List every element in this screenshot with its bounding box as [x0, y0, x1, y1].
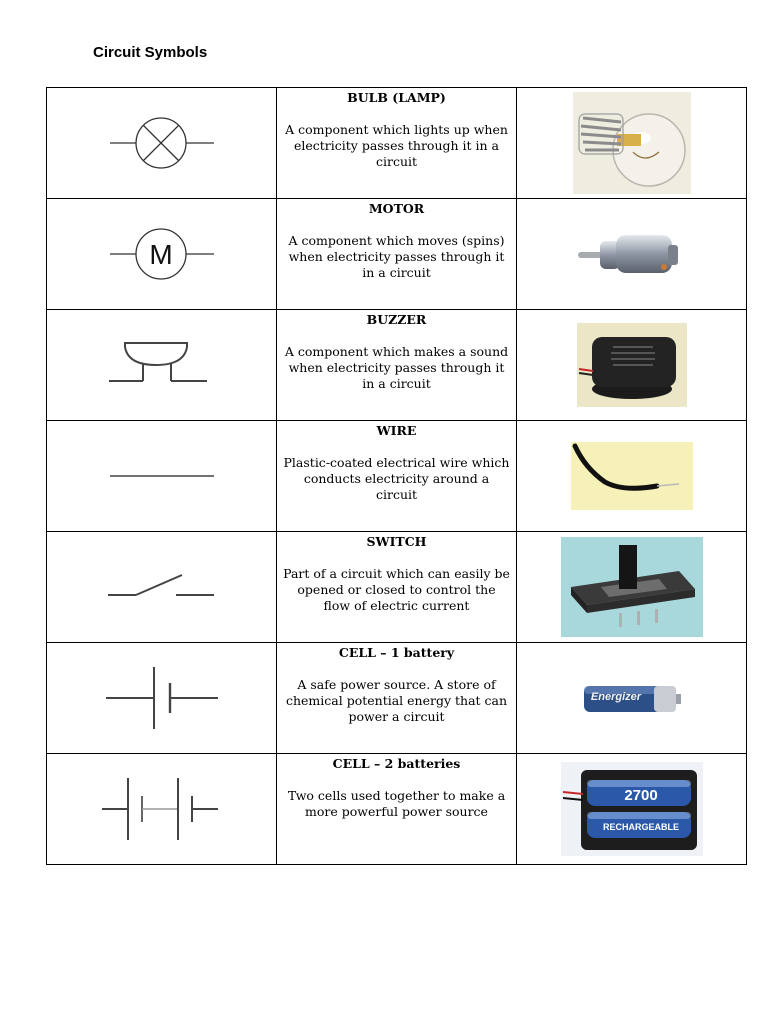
battery-holder-photo: [561, 762, 703, 856]
lamp-symbol-icon: [102, 108, 222, 178]
component-name: BUZZER: [366, 312, 427, 327]
table-row: [47, 310, 747, 421]
two-cells-symbol-icon: [100, 774, 224, 844]
table-row: [47, 754, 747, 865]
battery-brand-label: Energizer: [590, 691, 641, 703]
table-row: [47, 421, 747, 532]
circuit-symbols-table: [46, 87, 747, 865]
component-description: Part of a circuit which can easily be opened or closed to control the flow of electric current: [283, 566, 510, 613]
component-description: Two cells used together to make a more powerful power source: [287, 788, 506, 819]
buzzer-photo: [577, 323, 687, 407]
motor-photo: [572, 219, 692, 289]
wire-photo: [571, 442, 693, 510]
switch-symbol-icon: [102, 567, 222, 607]
component-description: A component which makes a sound when electricity passes through it in a circuit: [284, 344, 509, 391]
battery-photo: [580, 678, 684, 718]
component-description: A component which moves (spins) when electricity passes through it in a circuit: [288, 233, 505, 280]
component-name: WIRE: [376, 423, 417, 438]
table-row: [47, 643, 747, 754]
component-description: A safe power source. A store of chemical potential energy that can power a circuit: [285, 677, 508, 724]
component-name: SWITCH: [366, 534, 427, 549]
cell-symbol-icon: [102, 663, 222, 733]
battery-capacity-label: 2700: [623, 787, 658, 804]
component-name: MOTOR: [368, 201, 425, 216]
wire-symbol-icon: [102, 466, 222, 486]
battery-rechargeable-label: RECHARGEABLE: [602, 822, 679, 832]
buzzer-symbol-icon: [107, 335, 217, 395]
switch-photo: [561, 537, 703, 637]
table-row: [47, 88, 747, 199]
bulb-photo: [573, 92, 691, 194]
table-row: [47, 532, 747, 643]
motor-symbol-icon: [102, 219, 222, 289]
table-row: [47, 199, 747, 310]
motor-letter: M: [148, 239, 173, 270]
component-name: CELL – 1 battery: [338, 645, 455, 660]
component-description: Plastic-coated electrical wire which conducts electricity around a circuit: [283, 455, 510, 502]
component-name: CELL – 2 batteries: [332, 756, 461, 771]
component-name: BULB (LAMP): [347, 90, 446, 105]
page-title: Circuit Symbols: [93, 44, 208, 61]
component-description: A component which lights up when electricity passes through it in a circuit: [285, 122, 508, 169]
